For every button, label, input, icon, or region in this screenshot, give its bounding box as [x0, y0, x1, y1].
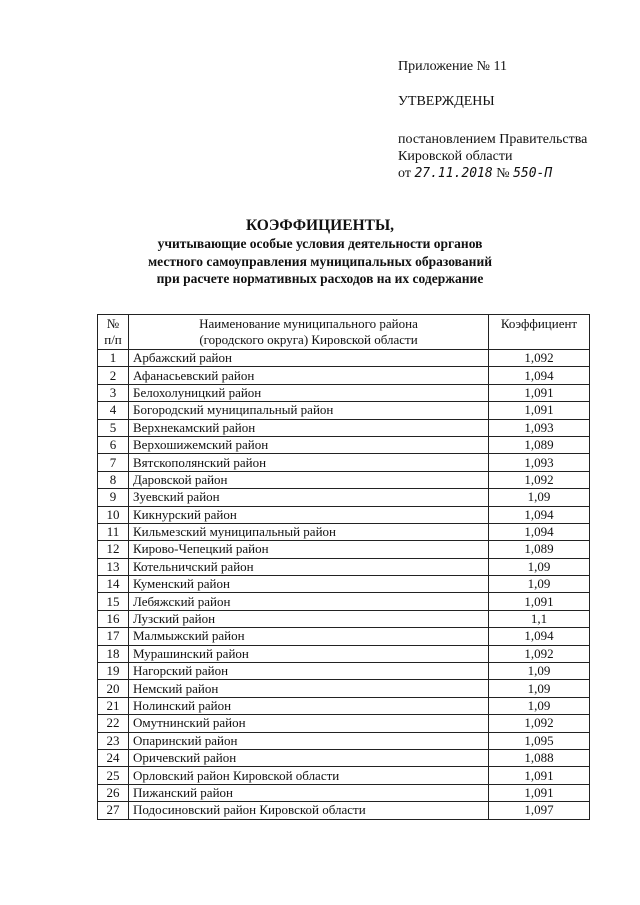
table-row: [98, 802, 590, 819]
title-line-2: местного самоуправления муниципальных образований: [147, 253, 493, 269]
row-number: 4: [98, 402, 129, 419]
table-row: [98, 523, 590, 540]
header-name-line-2: (городского округа) Кировской области: [199, 332, 418, 347]
header-number: [98, 315, 129, 350]
table-row: [98, 350, 590, 367]
row-number: 19: [98, 663, 129, 680]
row-coefficient: 1,092: [489, 715, 590, 732]
row-coefficient: 1,094: [489, 506, 590, 523]
table-row: [98, 680, 590, 697]
row-district-name: Афанасьевский район: [129, 367, 489, 384]
header-number-line-1: №: [106, 316, 120, 331]
row-district-name: Оричевский район: [129, 749, 489, 766]
date-handwritten: 27.11.2018: [414, 166, 493, 181]
row-coefficient: 1,092: [489, 645, 590, 662]
row-number: 15: [98, 593, 129, 610]
row-district-name: Лузский район: [129, 610, 489, 627]
row-district-name: Пижанский район: [129, 784, 489, 801]
table-row: [98, 506, 590, 523]
table-row: [98, 767, 590, 784]
row-coefficient: 1,091: [489, 784, 590, 801]
row-district-name: Белохолуницкий район: [129, 384, 489, 401]
row-district-name: Нагорский район: [129, 663, 489, 680]
table-header-row: [98, 315, 590, 350]
row-coefficient: 1,094: [489, 367, 590, 384]
row-number: 22: [98, 715, 129, 732]
row-number: 24: [98, 749, 129, 766]
row-district-name: Верхошижемский район: [129, 436, 489, 453]
row-number: 6: [98, 436, 129, 453]
row-district-name: Котельничский район: [129, 558, 489, 575]
row-number: 26: [98, 784, 129, 801]
table-row: [98, 454, 590, 471]
header-name: [129, 315, 489, 350]
row-district-name: Кикнурский район: [129, 506, 489, 523]
row-district-name: Зуевский район: [129, 489, 489, 506]
row-number: 11: [98, 523, 129, 540]
row-district-name: Вятскополянский район: [129, 454, 489, 471]
header-name-line-1: Наименование муниципального района: [199, 316, 418, 331]
row-number: 25: [98, 767, 129, 784]
row-coefficient: 1,093: [489, 419, 590, 436]
decree-date-line: [398, 165, 587, 182]
decree-line-2: Кировской области: [398, 149, 513, 164]
table-row: [98, 784, 590, 801]
row-district-name: Омутнинский район: [129, 715, 489, 732]
row-district-name: Кирово-Чепецкий район: [129, 541, 489, 558]
row-number: 27: [98, 802, 129, 819]
row-coefficient: 1,09: [489, 489, 590, 506]
row-number: 10: [98, 506, 129, 523]
row-coefficient: 1,09: [489, 697, 590, 714]
table-row: [98, 419, 590, 436]
row-district-name: Малмыжский район: [129, 628, 489, 645]
row-coefficient: 1,091: [489, 384, 590, 401]
row-number: 17: [98, 628, 129, 645]
row-district-name: Опаринский район: [129, 732, 489, 749]
table-row: [98, 749, 590, 766]
row-coefficient: 1,091: [489, 402, 590, 419]
row-district-name: Даровской район: [129, 471, 489, 488]
row-coefficient: 1,094: [489, 523, 590, 540]
title-line-3: при расчете нормативных расходов на их содержание: [156, 271, 484, 286]
coefficients-table: [97, 314, 590, 820]
row-coefficient: 1,092: [489, 471, 590, 488]
decree-line-1: постановлением Правительства: [398, 132, 588, 147]
table-row: [98, 558, 590, 575]
table-row: [98, 489, 590, 506]
row-number: 21: [98, 697, 129, 714]
row-coefficient: 1,089: [489, 541, 590, 558]
row-district-name: Лебяжский район: [129, 593, 489, 610]
row-coefficient: 1,092: [489, 350, 590, 367]
table-row: [98, 610, 590, 627]
row-number: 5: [98, 419, 129, 436]
table-row: [98, 663, 590, 680]
row-district-name: Куменский район: [129, 576, 489, 593]
row-district-name: Верхнекамский район: [129, 419, 489, 436]
table-row: [98, 384, 590, 401]
header-number-line-2: п/п: [104, 332, 122, 347]
row-district-name: Нолинский район: [129, 697, 489, 714]
row-number: 9: [98, 489, 129, 506]
table-row: [98, 628, 590, 645]
row-coefficient: 1,09: [489, 680, 590, 697]
table-row: [98, 697, 590, 714]
decree-block: [398, 131, 587, 182]
table-row: [98, 576, 590, 593]
table-row: [98, 402, 590, 419]
table-row: [98, 471, 590, 488]
table-row: [98, 645, 590, 662]
title-main: КОЭФФИЦИЕНТЫ,: [245, 217, 395, 234]
row-coefficient: 1,093: [489, 454, 590, 471]
row-coefficient: 1,095: [489, 732, 590, 749]
document-title: [0, 216, 640, 288]
table-row: [98, 715, 590, 732]
row-coefficient: 1,097: [489, 802, 590, 819]
row-district-name: Мурашинский район: [129, 645, 489, 662]
date-prefix: от: [398, 166, 411, 181]
row-coefficient: 1,091: [489, 767, 590, 784]
appendix-number: Приложение № 11: [398, 59, 507, 74]
row-number: 2: [98, 367, 129, 384]
row-number: 13: [98, 558, 129, 575]
header-coefficient: Коэффициент: [489, 315, 590, 350]
row-coefficient: 1,09: [489, 576, 590, 593]
row-district-name: Немский район: [129, 680, 489, 697]
row-number: 23: [98, 732, 129, 749]
row-number: 16: [98, 610, 129, 627]
row-number: 8: [98, 471, 129, 488]
table-row: [98, 593, 590, 610]
table-row: [98, 367, 590, 384]
row-number: 12: [98, 541, 129, 558]
row-coefficient: 1,094: [489, 628, 590, 645]
approved-label: УТВЕРЖДЕНЫ: [398, 94, 495, 109]
row-district-name: Орловский район Кировской области: [129, 767, 489, 784]
row-coefficient: 1,09: [489, 558, 590, 575]
row-coefficient: 1,09: [489, 663, 590, 680]
row-coefficient: 1,091: [489, 593, 590, 610]
table-row: [98, 436, 590, 453]
row-number: 18: [98, 645, 129, 662]
row-district-name: Кильмезский муниципальный район: [129, 523, 489, 540]
row-coefficient: 1,1: [489, 610, 590, 627]
number-prefix: №: [496, 166, 510, 181]
row-number: 1: [98, 350, 129, 367]
row-coefficient: 1,088: [489, 749, 590, 766]
title-line-1: учитывающие особые условия деятельности органов: [157, 236, 483, 251]
row-number: 20: [98, 680, 129, 697]
number-handwritten: 550-П: [513, 166, 553, 181]
row-coefficient: 1,089: [489, 436, 590, 453]
row-district-name: Арбажский район: [129, 350, 489, 367]
table-row: [98, 541, 590, 558]
row-number: 7: [98, 454, 129, 471]
table-row: [98, 732, 590, 749]
row-district-name: Богородский муниципальный район: [129, 402, 489, 419]
row-district-name: Подосиновский район Кировской области: [129, 802, 489, 819]
row-number: 3: [98, 384, 129, 401]
row-number: 14: [98, 576, 129, 593]
